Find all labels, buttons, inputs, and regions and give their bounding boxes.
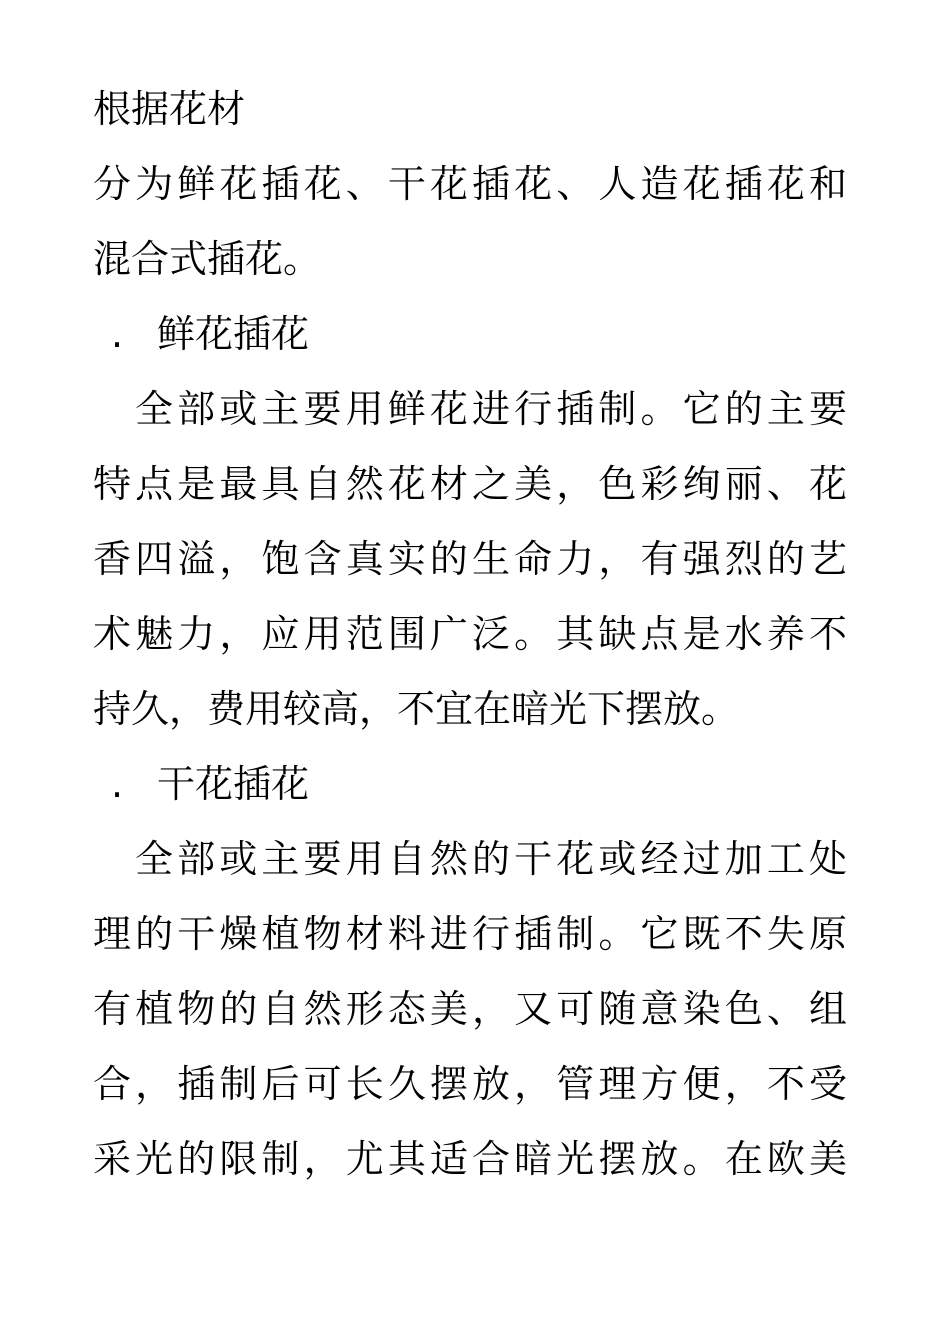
document-page [93,72,847,1197]
paragraph-line: 合，插制后可长久摆放，管理方便，不受 [93,1062,847,1106]
paragraph-line: 理的干燥植物材料进行插制。它既不失原 [93,912,847,956]
bullet-marker: . [111,762,124,806]
paragraph-line: 采光的限制，尤其适合暗光摆放。在欧美 [93,1137,847,1181]
paragraph-line: 特点是最具自然花材之美，色彩绚丽、花 [93,462,847,506]
section-heading: 根据花材 [93,87,246,131]
paragraph-line: 有植物的自然形态美，又可随意染色、组 [93,987,847,1031]
paragraph-line: 持久，费用较高，不宜在暗光下摆放。 [93,687,740,731]
fresh-flower-heading [93,297,847,372]
dried-flower-heading [93,747,847,822]
intro-line-2: 混合式插花。 [93,237,322,281]
fresh-flower-title: 鲜花插花 [157,312,310,356]
intro-line-1: 分为鲜花插花、干花插花、人造花插花和 [93,162,847,206]
bullet-marker: . [111,312,124,356]
paragraph-line: 全部或主要用鲜花进行插制。它的主要 [135,387,847,431]
paragraph-line: 香四溢，饱含真实的生命力，有强烈的艺 [93,537,847,581]
dried-flower-title: 干花插花 [157,762,310,806]
paragraph-line: 全部或主要用自然的干花或经过加工处 [135,837,847,881]
paragraph-line: 术魅力，应用范围广泛。其缺点是水养不 [93,612,847,656]
